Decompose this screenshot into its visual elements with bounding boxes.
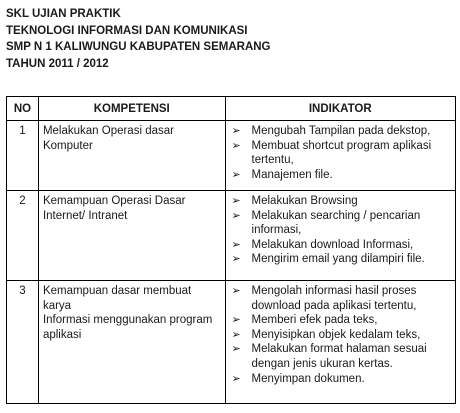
table-row [7, 281, 456, 404]
list-item [230, 372, 452, 387]
column-header-no: NO [7, 97, 39, 121]
table-row [7, 191, 456, 281]
table-row [7, 121, 456, 191]
list-item [230, 284, 452, 313]
arrowhead-bullet-icon: ➢ [231, 209, 241, 222]
list-item [230, 328, 452, 343]
indikator-text: Mengubah Tampilan pada dekstop, [251, 125, 431, 137]
list-item [230, 209, 452, 238]
indikator-text: Melakukan format halaman sesuai dengan jenis ukuran kertas. [251, 343, 427, 370]
arrowhead-bullet-icon: ➢ [231, 253, 241, 266]
indikator-text: Manajemen file. [251, 168, 333, 181]
arrowhead-bullet-icon: ➢ [231, 372, 241, 385]
arrowhead-bullet-icon: ➢ [231, 139, 241, 152]
arrowhead-bullet-icon: ➢ [231, 125, 241, 137]
column-header-kompetensi: KOMPETENSI [38, 97, 225, 121]
column-header-indikator: INDIKATOR [225, 97, 455, 121]
list-item [230, 252, 452, 267]
indikator-cell [225, 191, 455, 281]
list-item [230, 313, 452, 328]
list-item [230, 124, 452, 139]
kompetensi-text: Informasi menggunakan program aplikasi [42, 314, 213, 341]
row-number: 3 [7, 281, 39, 404]
list-item [230, 238, 452, 253]
indikator-text: Melakukan Browsing [251, 195, 358, 207]
arrowhead-bullet-icon: ➢ [231, 285, 241, 297]
arrowhead-bullet-icon: ➢ [231, 343, 241, 356]
indikator-list [230, 284, 452, 386]
indikator-text: Mengirim email yang dilampiri file. [251, 253, 425, 266]
header-year: TAHUN 2011 / 2012 [6, 57, 109, 70]
document-header [6, 6, 271, 72]
arrowhead-bullet-icon: ➢ [231, 168, 241, 181]
indikator-text: Membuat shortcut program aplikasi tertentu, [251, 139, 432, 167]
row-number: 1 [7, 121, 39, 191]
kompetensi-text: Kemampuan Operasi Dasar Internet/ Intranet [42, 195, 186, 222]
kompetensi-text: Kemampuan dasar membuat karya [42, 285, 192, 312]
table-header-row [7, 97, 456, 121]
indikator-list [230, 194, 452, 267]
kompetensi-cell [38, 281, 225, 404]
header-school: SMP N 1 KALIWUNGU KABUPATEN SEMARANG [6, 41, 271, 53]
indikator-cell [225, 281, 455, 404]
header-subject: TEKNOLOGI INFORMASI DAN KOMUNIKASI [6, 24, 248, 37]
skl-table [6, 96, 456, 404]
kompetensi-cell [38, 121, 225, 191]
arrowhead-bullet-icon: ➢ [231, 238, 241, 251]
indikator-list [230, 124, 452, 182]
header-title: SKL UJIAN PRAKTIK [6, 8, 121, 20]
row-number: 2 [7, 191, 39, 281]
arrowhead-bullet-icon: ➢ [231, 195, 241, 207]
indikator-text: Memberi efek pada teks, [251, 314, 378, 327]
table-body [7, 121, 456, 404]
kompetensi-cell [38, 191, 225, 281]
indikator-text: Mengolah informasi hasil proses download pada aplikasi tertentu, [251, 285, 417, 312]
indikator-text: Melakukan download Informasi, [251, 238, 414, 251]
list-item [230, 342, 452, 371]
list-item [230, 139, 452, 168]
indikator-cell [225, 121, 455, 191]
list-item [230, 194, 452, 209]
indikator-text: Menyisipkan objek kedalam teks, [251, 328, 421, 341]
list-item [230, 168, 452, 183]
arrowhead-bullet-icon: ➢ [231, 328, 241, 341]
arrowhead-bullet-icon: ➢ [231, 314, 241, 327]
indikator-text: Melakukan searching / pencarian informasi, [251, 209, 421, 237]
kompetensi-text: Melakukan Operasi dasar Komputer [42, 125, 174, 152]
indikator-text: Menyimpan dokumen. [251, 372, 365, 385]
